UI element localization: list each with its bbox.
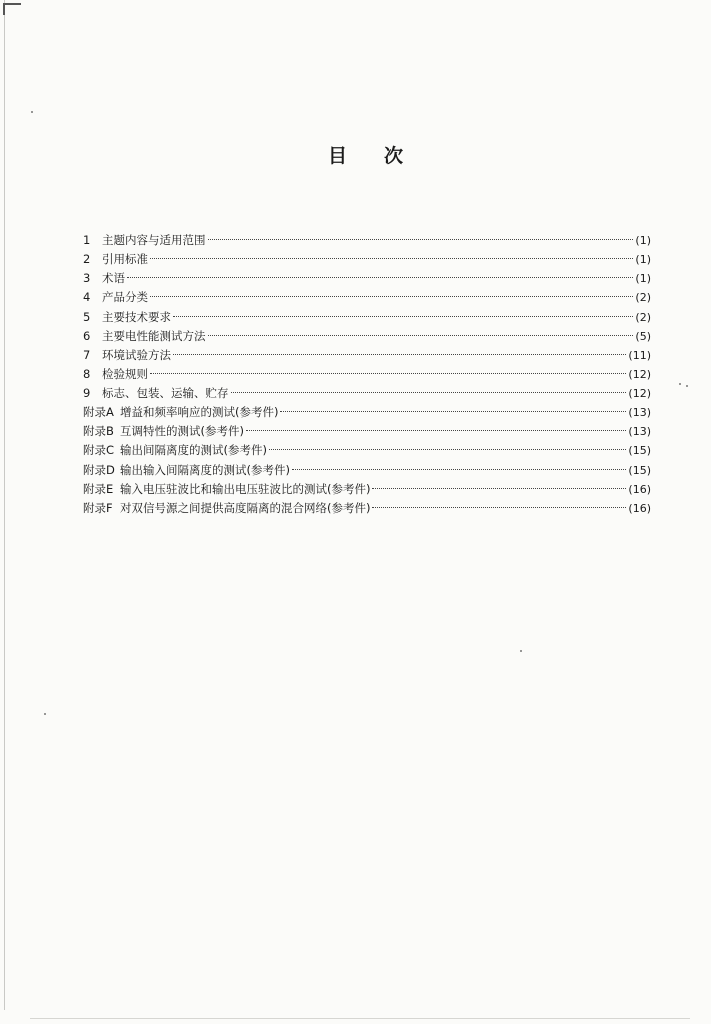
scan-corner-mark: [3, 3, 21, 15]
toc-dot-leader: [127, 277, 633, 278]
toc-entry-number: 1: [83, 233, 91, 247]
toc-entry: [83, 461, 651, 480]
toc-entry-page: (5): [635, 329, 651, 343]
toc-dot-leader: [150, 296, 633, 297]
toc-entry-title: 主要技术要求: [102, 309, 171, 324]
toc-entry-title: 主要电性能测试方法: [102, 328, 206, 343]
toc-entry-title: 环境试验方法: [102, 347, 171, 362]
toc-entry-page: (16): [628, 501, 651, 515]
scan-speck: [686, 385, 688, 387]
toc-entry-title: 术语: [102, 271, 125, 286]
toc-dot-leader: [269, 449, 626, 450]
toc-entry-number: 6: [83, 328, 91, 343]
toc-entry-number: 7: [83, 347, 91, 362]
toc-dot-leader: [208, 239, 634, 240]
toc-title: [0, 144, 711, 168]
toc-entry: [83, 308, 651, 327]
toc-entry-number: 5: [83, 309, 91, 324]
toc-entry-page: (1): [635, 253, 651, 267]
toc-dot-leader: [150, 373, 626, 374]
toc-entry-title: 对双信号源之间提供高度隔离的混合网络(参考件): [120, 500, 371, 515]
scan-speck: [31, 111, 33, 113]
toc-entry-title: 主题内容与适用范围: [102, 233, 206, 247]
toc-dot-leader: [150, 258, 633, 259]
toc-entry: [83, 441, 651, 460]
toc-entry: [83, 365, 651, 384]
toc-entry-page: (1): [635, 272, 651, 286]
toc-dot-leader: [372, 488, 626, 489]
toc-entry-number: 3: [83, 271, 91, 286]
scan-speck: [679, 383, 681, 385]
toc-entry-title: 输入电压驻波比和输出电压驻波比的测试(参考件): [120, 481, 371, 496]
toc-entry-number: 附录E: [83, 481, 114, 496]
toc-entry: [83, 480, 651, 499]
toc-entry-page: (1): [635, 234, 651, 247]
toc-entry-page: (15): [628, 463, 651, 477]
toc-entry: [83, 231, 651, 250]
toc-dot-leader: [208, 335, 634, 336]
toc-entry: [83, 499, 651, 518]
toc-dot-leader: [372, 507, 626, 508]
toc-entry-page: (2): [635, 310, 651, 324]
toc-entry-page: (11): [628, 348, 651, 362]
toc-entry-number: 2: [83, 252, 91, 267]
toc-entry: [83, 250, 651, 269]
toc-entry: [83, 327, 651, 346]
toc-entry-number: 附录A: [83, 405, 114, 420]
toc-entry-title: 输出输入间隔离度的测试(参考件): [120, 462, 290, 477]
toc-dot-leader: [231, 392, 627, 393]
toc-dot-leader: [173, 316, 633, 317]
toc-entry-number: 附录D: [83, 462, 115, 477]
toc-entry-title: 标志、包装、运输、贮存: [102, 386, 229, 400]
toc-entry-number: 附录F: [83, 500, 113, 515]
toc-entry: [83, 422, 651, 441]
toc-entry-page: (12): [628, 367, 651, 381]
toc-entry-number: 8: [83, 366, 91, 381]
scan-speck: [520, 650, 522, 652]
toc-dot-leader: [246, 430, 626, 431]
toc-entry-number: 附录B: [83, 424, 114, 439]
scan-bottom-line: [30, 1018, 690, 1019]
toc-entry-number: 9: [83, 386, 91, 400]
toc-entry-page: (16): [628, 482, 651, 496]
toc-list: [83, 231, 651, 518]
toc-entry: [83, 269, 651, 288]
toc-entry: [83, 403, 651, 422]
scan-speck: [44, 713, 46, 715]
toc-entry-page: (13): [628, 406, 651, 420]
toc-entry-page: (2): [635, 291, 651, 305]
toc-title-char: 目: [328, 145, 348, 167]
toc-entry-page: (15): [628, 444, 651, 458]
toc-entry-title: 互调特性的测试(参考件): [120, 424, 244, 439]
toc-dot-leader: [292, 469, 626, 470]
toc-dot-leader: [280, 411, 626, 412]
toc-entry-page: (12): [628, 387, 651, 400]
toc-title-char: 次: [384, 145, 404, 167]
toc-entry-number: 4: [83, 290, 91, 305]
toc-entry-title: 产品分类: [102, 290, 148, 305]
toc-entry: [83, 288, 651, 307]
toc-entry-title: 增益和频率响应的测试(参考件): [120, 405, 279, 420]
toc-dot-leader: [173, 354, 626, 355]
toc-entry-title: 输出间隔离度的测试(参考件): [120, 443, 267, 458]
toc-entry: [83, 346, 651, 365]
toc-entry: [83, 384, 651, 403]
toc-entry-page: (13): [628, 425, 651, 439]
toc-entry-title: 引用标准: [102, 252, 148, 267]
toc-entry-number: 附录C: [83, 443, 115, 458]
toc-entry-title: 检验规则: [102, 366, 148, 381]
